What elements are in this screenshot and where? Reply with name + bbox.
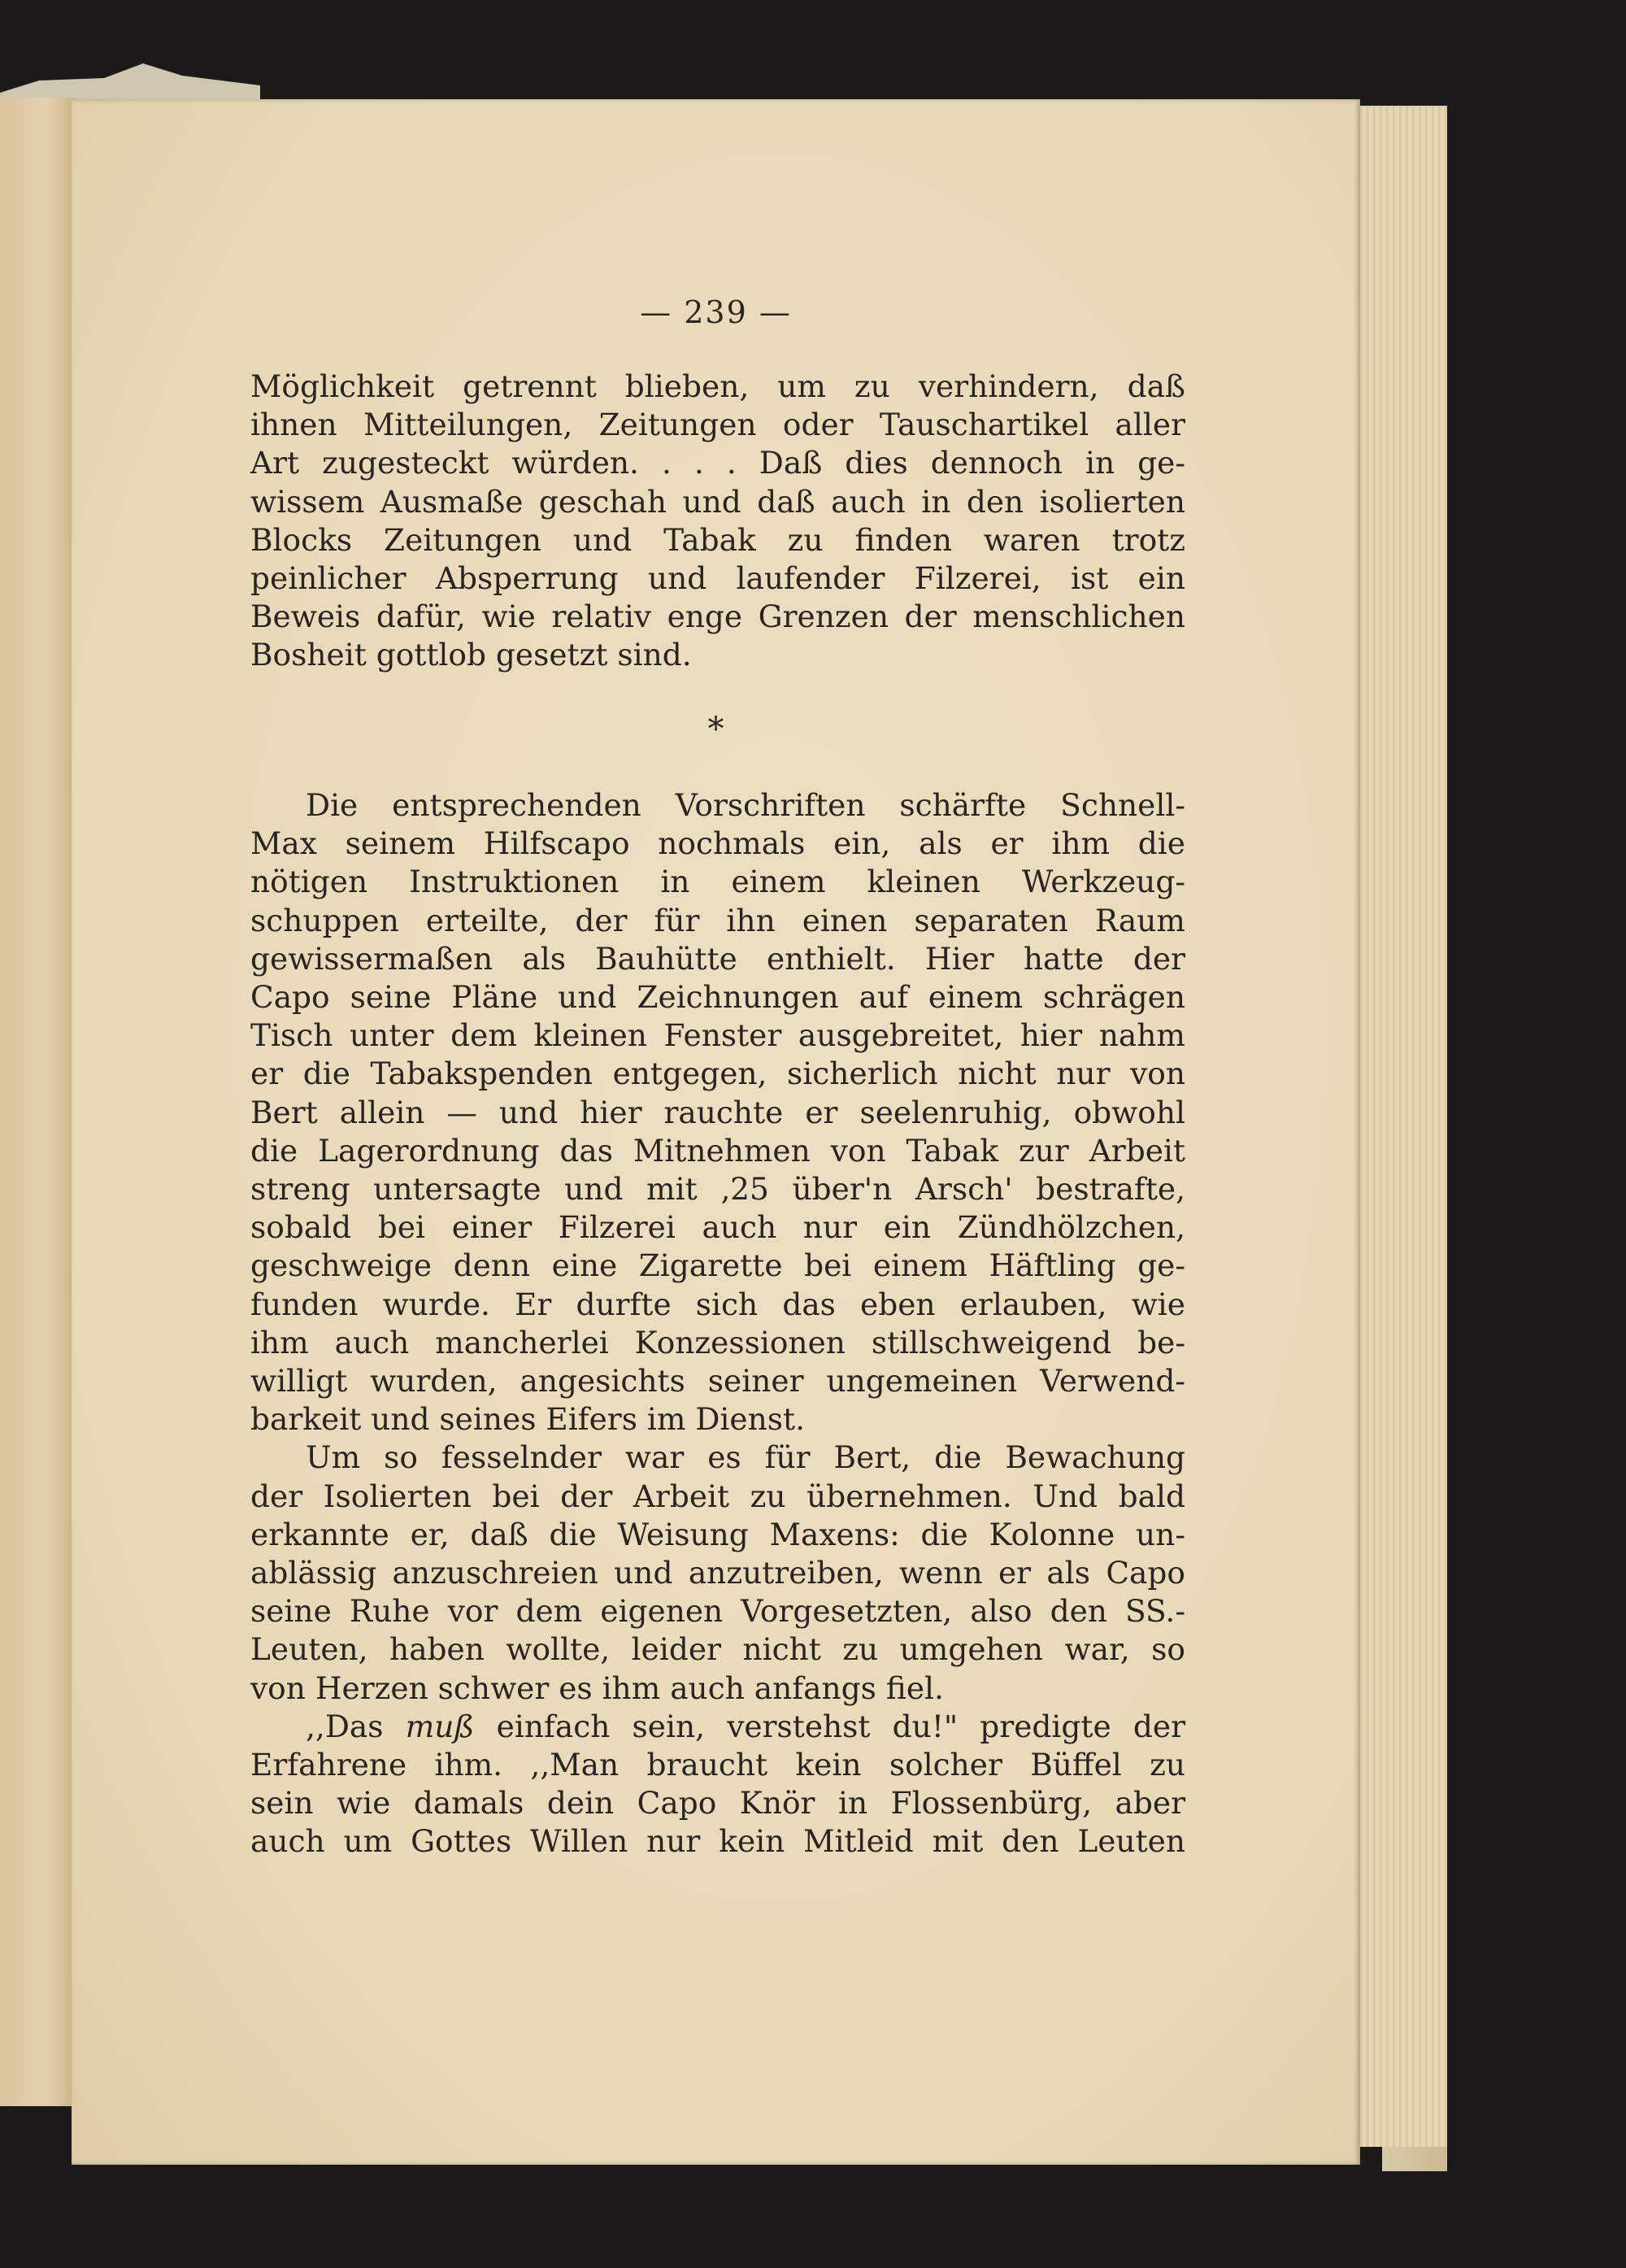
previous-page-edge	[0, 98, 77, 2106]
text-line: Leuten, haben wollte, leider nicht zu umgehen war, so	[250, 1631, 1185, 1668]
text-line: die Lagerordnung das Mitnehmen von Tabak zur Arbeit	[250, 1132, 1185, 1169]
text-line: Die entsprechenden Vorschriften schärfte Schnell-	[306, 787, 1185, 823]
text-line: nötigen Instruktionen in einem kleinen Werkzeug-	[250, 864, 1185, 900]
text-line: auch um Gottes Willen nur kein Mitleid mit den Leuten	[250, 1823, 1185, 1860]
italic-emphasis: muß	[405, 1708, 475, 1744]
text-line	[250, 1708, 1185, 1746]
text-line: Bosheit gottlob gesetzt sind.	[250, 637, 692, 673]
text-line: schuppen erteilte, der für ihn einen separaten Raum	[250, 902, 1185, 938]
page-number: — 239 —	[640, 294, 792, 330]
text-line: Beweis dafür, wie relativ enge Grenzen der menschlichen	[250, 599, 1185, 635]
paragraph-3	[250, 1439, 1185, 1707]
paragraph-4	[250, 1708, 1185, 1861]
main-text	[250, 786, 1185, 1861]
text-line: Capo seine Pläne und Zeichnungen auf einem schrägen	[250, 979, 1185, 1016]
paragraph-1	[250, 368, 1185, 675]
section-separator: *	[707, 711, 724, 748]
text-segment: ,,Das	[306, 1708, 406, 1744]
text-line: funden wurde. Er durfte sich das eben erlauben, wie	[250, 1286, 1185, 1322]
text-line: Möglichkeit getrennt blieben, um zu verhindern, daß	[250, 368, 1185, 404]
text-line: ablässig anzuschreien und anzutreiben, wenn er als Capo	[250, 1555, 1185, 1591]
text-line: willigt wurden, angesichts seiner ungemeinen Verwend-	[250, 1363, 1185, 1400]
text-line: Art zugesteckt würden. . . . Daß dies dennoch in ge-	[250, 445, 1185, 481]
text-line: Erfahrene ihm. ,,Man braucht kein solcher Büffel zu	[250, 1747, 1185, 1783]
text-line: Tisch unter dem kleinen Fenster ausgebreitet, hier nahm	[250, 1017, 1185, 1054]
text-line: Blocks Zeitungen und Tabak zu finden waren trotz	[250, 521, 1185, 558]
text-line: Um so fesselnder war es für Bert, die Bewachung	[306, 1439, 1185, 1476]
text-line: gewissermaßen als Bauhütte enthielt. Hier hatte der	[250, 940, 1185, 977]
text-segment: einfach sein, verstehst du!" predigte der	[474, 1708, 1185, 1744]
text-line: er die Tabakspenden entgegen, sicherlich nicht nur von	[250, 1056, 1185, 1092]
text-line: sein wie damals dein Capo Knör in Flossenbürg, aber	[250, 1785, 1185, 1822]
page-stack-edge	[1350, 106, 1447, 2147]
text-line: Bert allein — und hier rauchte er seelenruhig, obwohl	[250, 1094, 1185, 1130]
text-line: barkeit und seines Eifers im Dienst.	[250, 1401, 805, 1438]
paragraph-2	[250, 786, 1185, 1439]
text-line: erkannte er, daß die Weisung Maxens: die Kolonne un-	[250, 1516, 1185, 1552]
text-line: ihm auch mancherlei Konzessionen stillschweigend be-	[250, 1324, 1185, 1360]
text-line: der Isolierten bei der Arbeit zu übernehmen. Und bald	[250, 1478, 1185, 1514]
book-page	[72, 99, 1360, 2165]
text-line: peinlicher Absperrung und laufender Filzerei, ist ein	[250, 560, 1185, 597]
text-line: streng untersagte und mit ‚25 über'n Arsch' bestrafte,	[250, 1171, 1185, 1208]
text-line: ihnen Mitteilungen, Zeitungen oder Tauschartikel aller	[250, 407, 1185, 443]
text-line: geschweige denn eine Zigarette bei einem Häftling ge-	[250, 1247, 1185, 1284]
text-line: Max seinem Hilfscapo nochmals ein, als er ihm die	[250, 825, 1185, 862]
text-line: wissem Ausmaße geschah und daß auch in den isolierten	[250, 483, 1185, 520]
text-line: von Herzen schwer es ihm auch anfangs fiel.	[250, 1669, 944, 1706]
text-line: sobald bei einer Filzerei auch nur ein Zündhölzchen,	[250, 1209, 1185, 1246]
text-line: seine Ruhe vor dem eigenen Vorgesetzten, also den SS.-	[250, 1593, 1185, 1630]
